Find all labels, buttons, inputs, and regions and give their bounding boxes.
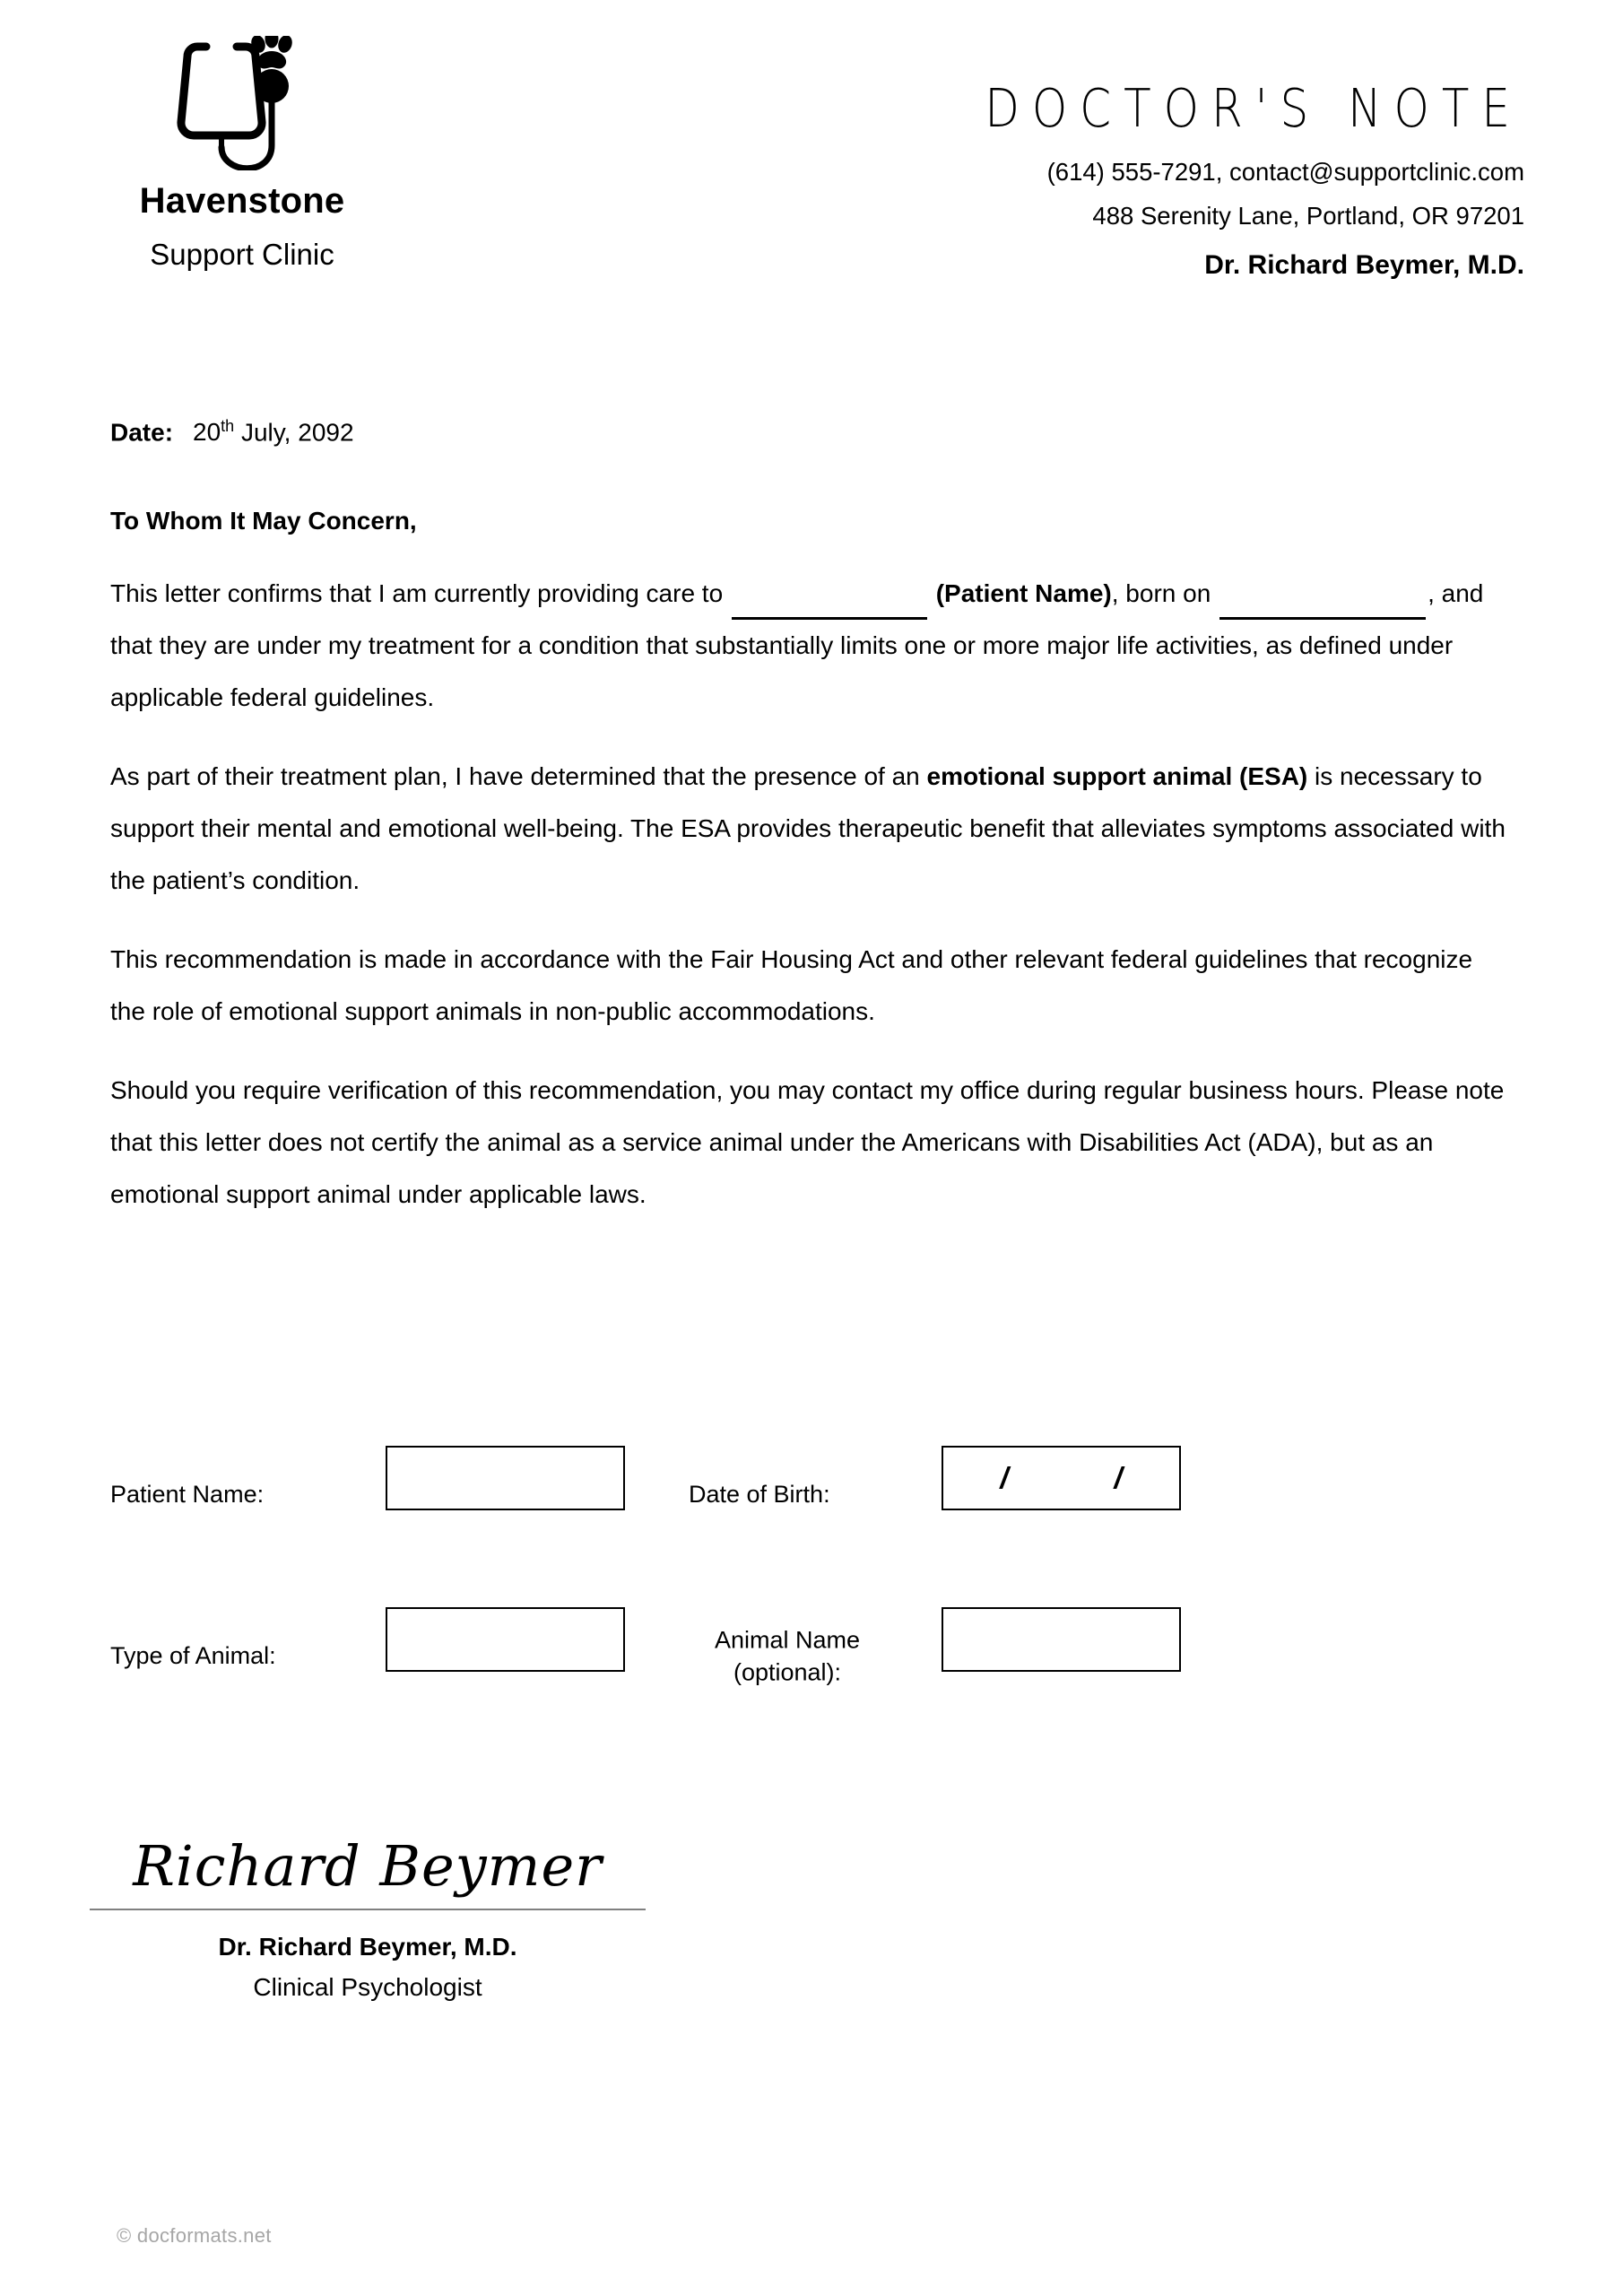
letter-body	[110, 418, 1509, 1221]
footer-credit: © docformats.net	[117, 2224, 272, 2247]
clinic-name: Havenstone	[139, 181, 345, 221]
page-title: DOCTOR'S NOTE	[985, 77, 1523, 140]
signature-area	[90, 1833, 646, 2002]
type-of-animal-label: Type of Animal:	[110, 1642, 276, 1670]
signature-rule	[90, 1909, 646, 1910]
date-ordinal-suffix: th	[221, 417, 235, 435]
p1-patient-name-tag: (Patient Name)	[935, 579, 1112, 608]
letterhead-header	[0, 0, 1623, 350]
stethoscope-paw-icon	[94, 36, 390, 170]
p2-text-b: is necessary to support their mental and emotional well-being. The ESA provides therapeutic benefit that alleviates symptoms associated with the patient’s condition.	[110, 762, 1506, 895]
clinic-brand-block	[94, 36, 390, 271]
patient-name-input[interactable]	[386, 1446, 625, 1510]
animal-name-label-line1: Animal Name	[714, 1626, 861, 1654]
form-fields-area	[110, 1446, 1527, 1769]
salutation: To Whom It May Concern,	[110, 507, 417, 535]
animal-name-label-line2: (optional):	[733, 1659, 842, 1686]
animal-name-label	[684, 1624, 890, 1690]
paragraph-2	[110, 751, 1509, 907]
signature-doctor-role: Clinical Psychologist	[253, 1972, 482, 2001]
p1-text-a: This letter confirms that I am currently providing care to	[110, 579, 730, 608]
p1-text-d: , and that they are under my treatment for a condition that substantially limits one or more major life activities, as defined under applicable federal guidelines.	[110, 579, 1484, 712]
clinic-address: 488 Serenity Lane, Portland, OR 97201	[1092, 202, 1524, 230]
clinic-contact: (614) 555-7291, contact@supportclinic.com	[1046, 157, 1524, 186]
header-doctor-name: Dr. Richard Beymer, M.D.	[1204, 249, 1524, 280]
date-of-birth-blank[interactable]	[1219, 594, 1426, 620]
patient-name-label: Patient Name:	[110, 1481, 265, 1509]
form-row-1	[110, 1446, 1527, 1544]
patient-name-blank[interactable]	[732, 594, 927, 620]
paragraph-1	[110, 568, 1509, 724]
paragraph-4: Should you require verification of this recommendation, you may contact my office during regular business hours. Please note that this letter does not certify the animal as a service animal under the Americans with Disabilities Act (ADA), but as an emotional support animal under applicable laws.	[110, 1075, 1505, 1208]
form-row-2	[110, 1607, 1527, 1706]
date-of-birth-input[interactable]	[942, 1446, 1181, 1510]
clinic-subtitle: Support Clinic	[150, 238, 334, 271]
p2-text-a: As part of their treatment plan, I have determined that the presence of an	[110, 762, 927, 791]
animal-name-input[interactable]	[942, 1607, 1181, 1672]
date-row	[110, 418, 1509, 445]
header-contact-block	[717, 77, 1524, 280]
date-label: Date:	[110, 418, 174, 447]
paragraph-3: This recommendation is made in accordance with the Fair Housing Act and other relevant federal guidelines that recognize the role of emotional support animals in non-public accommodations.	[110, 945, 1473, 1025]
dob-slash-1: /	[1000, 1461, 1009, 1494]
p2-esa-emphasis: emotional support animal (ESA)	[926, 762, 1308, 791]
type-of-animal-input[interactable]	[386, 1607, 625, 1672]
date-day: 20	[193, 418, 221, 447]
signature-doctor-name: Dr. Richard Beymer, M.D.	[218, 1933, 517, 1961]
signature-script: Richard Beymer	[133, 1833, 603, 1899]
p1-text-c: , born on	[1111, 579, 1219, 608]
dob-slash-2: /	[1114, 1461, 1123, 1494]
date-of-birth-label: Date of Birth:	[689, 1481, 830, 1509]
date-rest: July, 2092	[234, 418, 354, 447]
